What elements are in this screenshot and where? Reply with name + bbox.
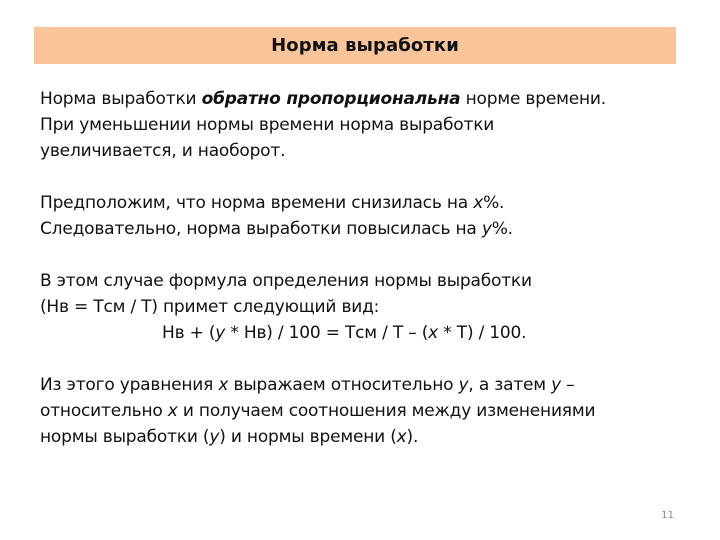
title-bar [34, 27, 676, 64]
slide-body [40, 86, 680, 450]
paragraph3-line2: (Нв = Тсм / Т) примет следующий вид: [40, 297, 380, 317]
text-span: ) и нормы времени ( [219, 427, 397, 447]
text-span: выражаем относительно [228, 375, 459, 395]
formula-line [40, 320, 680, 346]
text-span: относительно [40, 401, 168, 421]
text-span: ). [406, 427, 419, 447]
variable-y: y [209, 427, 220, 447]
variable-y: y [458, 375, 469, 395]
paragraph4-line1 [40, 372, 680, 398]
paragraph2-line1 [40, 190, 680, 216]
text-span: , а затем [468, 375, 552, 395]
paragraph2-line2 [40, 216, 680, 242]
text-span: и получаем соотношения между изменениями [177, 401, 596, 421]
variable-y: y [481, 219, 492, 239]
variable-x: x [167, 401, 178, 421]
text-span: норме времени. [460, 89, 606, 109]
variable-x: x [218, 375, 229, 395]
text-span: %. [491, 219, 513, 239]
slide-title: Норма выработки [271, 35, 459, 56]
variable-y: y [215, 323, 226, 343]
paragraph4-line3 [40, 424, 680, 450]
paragraph-gap [40, 164, 680, 190]
text-span: – [560, 375, 575, 395]
text-span: * Нв) / 100 = Тсм / Т – ( [225, 323, 429, 343]
variable-y: y [551, 375, 561, 395]
variable-x: x [473, 193, 484, 213]
paragraph-gap [40, 242, 680, 268]
paragraph1-line2: При уменьшении нормы времени норма выработки [40, 115, 495, 135]
text-span: Нв + ( [162, 323, 216, 343]
text-span: Из этого уравнения [40, 375, 219, 395]
paragraph4-line2 [40, 398, 680, 424]
paragraph3-line1: В этом случае формула определения нормы выработки [40, 271, 532, 291]
text-span: нормы выработки ( [40, 427, 210, 447]
variable-x: x [396, 427, 407, 447]
paragraph1-line1 [40, 86, 680, 112]
text-span: * Т) / 100. [438, 323, 527, 343]
text-span: Следовательно, норма выработки повысилась на [40, 219, 482, 239]
text-span: %. [483, 193, 505, 213]
paragraph-gap [40, 346, 680, 372]
emphasis-text: обратно пропорциональна [201, 89, 461, 109]
text-span: Норма выработки [40, 89, 202, 109]
text-span: Предположим, что норма времени снизилась на [40, 193, 474, 213]
page-number: 11 [661, 510, 674, 521]
variable-x: x [428, 323, 439, 343]
paragraph1-line3: увеличивается, и наоборот. [40, 141, 286, 161]
